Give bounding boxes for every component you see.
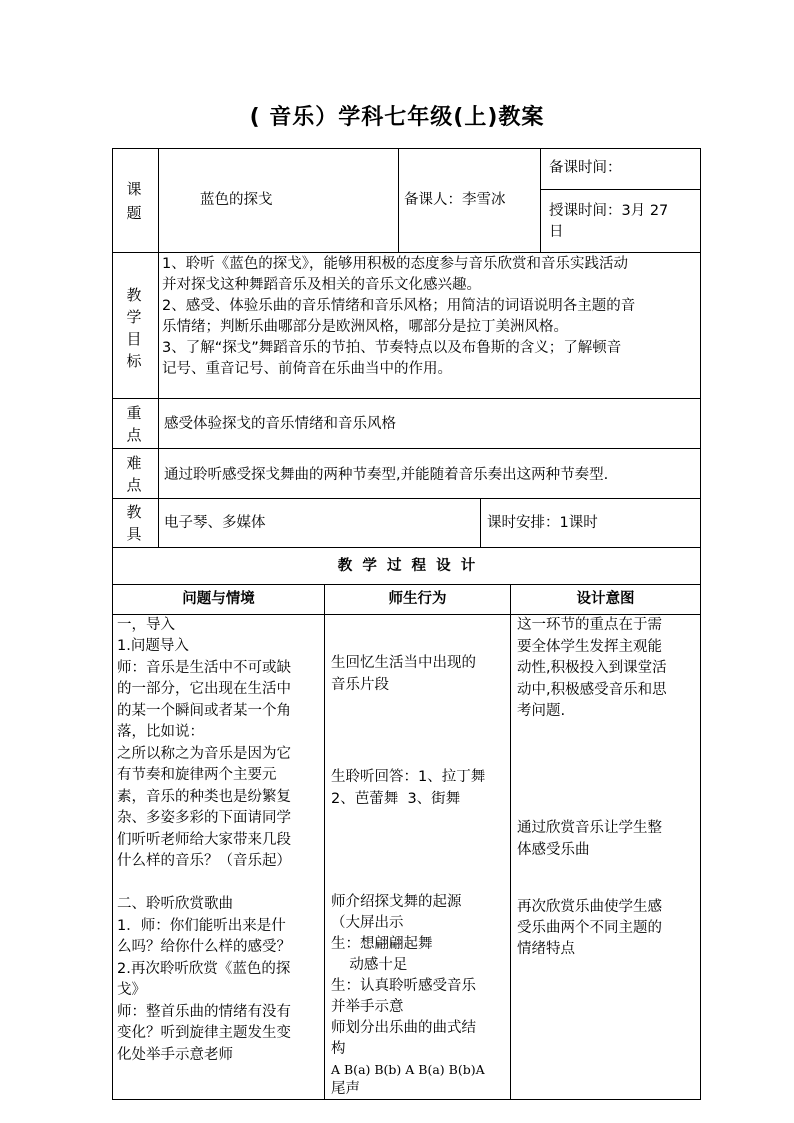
c1-line: 二、聆听欣赏歌曲	[117, 896, 233, 912]
difficulty-label-2: 点	[126, 476, 142, 494]
objective-line-3: 2、感受、体验乐曲的音乐情绪和音乐风格；用简洁的词语说明各主题的音	[162, 298, 636, 314]
c2-line: 生聆听回答：1、拉丁舞	[331, 769, 486, 785]
schedule-text: 课时安排：1课时	[487, 515, 598, 531]
difficulty-label-1: 难	[126, 454, 142, 472]
c2-line: A B(a) B(b) A B(a) B(b)A	[331, 1062, 485, 1077]
c2-line: 音乐片段	[331, 677, 389, 693]
c3-line: 体感受乐曲	[517, 842, 590, 858]
tools-label-1: 教	[126, 503, 142, 521]
c1-line: 2.再次聆听欣赏《蓝色的探	[117, 961, 291, 977]
key-point-label-1: 重	[126, 404, 142, 422]
c1-line: 之所以称之为音乐是因为它	[117, 746, 291, 762]
c2-line: 尾声	[331, 1081, 360, 1097]
c3-line: 这一环节的重点在于需	[517, 617, 662, 633]
key-point-label-2: 点	[126, 426, 142, 444]
c1-line: 素，音乐的种类也是纷繁复	[117, 789, 291, 805]
objective-line-6: 记号、重音记号、前倚音在乐曲当中的作用。	[162, 361, 452, 377]
c1-line: 们听听老师给大家带来几段	[117, 832, 291, 848]
c3-line: 受乐曲两个不同主题的	[517, 920, 662, 936]
c2-line: 生：认真聆听感受音乐	[331, 978, 476, 994]
objective-line-4: 乐情绪；判断乐曲哪部分是欧洲风格，哪部分是拉丁美洲风格。	[162, 319, 568, 335]
c3-line: 要全体学生发挥主观能	[517, 639, 662, 655]
c1-line: 变化？听到旋律主题发生变	[117, 1025, 291, 1041]
c1-line: 师：音乐是生活中不可或缺	[117, 660, 291, 676]
c2-line: 生：想翩翩起舞	[331, 936, 433, 952]
c2-line: 师划分出乐曲的曲式结	[331, 1020, 476, 1036]
c2-line: 并举手示意	[331, 999, 404, 1015]
c1-line: 落，比如说：	[117, 724, 204, 740]
c2-line: 动感十足	[331, 957, 408, 973]
c2-line: 2、芭蕾舞 3、街舞	[331, 791, 461, 807]
c1-line: 戈》	[117, 982, 146, 998]
c3-line: 动中,积极感受音乐和思	[517, 682, 667, 698]
c1-line: 师：整首乐曲的情绪有没有	[117, 1004, 291, 1020]
c2-line: 生回忆生活当中出现的	[331, 655, 476, 671]
c2-line: 构	[331, 1041, 346, 1057]
c3-line: 动性,积极投入到课堂活	[517, 660, 667, 676]
teach-time-line2: 日	[549, 224, 564, 240]
c1-line: 杂、多姿多彩的下面请同学	[117, 810, 291, 826]
objectives-label-3: 目	[126, 330, 142, 348]
c3-line: 情绪特点	[517, 941, 575, 957]
c1-line: 的一部分，它出现在生活中	[117, 681, 291, 697]
c3-line: 考问题.	[517, 703, 566, 719]
c1-line: 一，导入	[117, 617, 175, 633]
process-title: 教 学 过 程 设 计	[337, 558, 476, 574]
page-title: ( 音乐）学科七年级(上)教案	[249, 105, 545, 130]
col-header-3: 设计意图	[576, 591, 635, 607]
lesson-label-1: 课	[126, 180, 142, 198]
c1-line: 1.问题导入	[117, 638, 189, 654]
difficulty-text: 通过聆听感受探戈舞曲的两种节奏型,并能随着音乐奏出这两种节奏型.	[164, 467, 609, 483]
c1-line: 什么样的音乐？（音乐起）	[117, 853, 291, 869]
teach-time-line1: 授课时间：3月 27	[549, 203, 669, 219]
col-header-1: 问题与情境	[182, 591, 255, 607]
c1-line: 1．师：你们能听出来是什	[117, 918, 286, 934]
objectives-label-1: 教	[126, 286, 142, 304]
tools-label-2: 具	[126, 525, 142, 543]
lesson-label-cell	[112, 148, 159, 253]
objective-line-1: 1、聆听《蓝色的探戈》，能够用积极的态度参与音乐欣赏和音乐实践活动	[162, 256, 628, 272]
objective-line-5: 3、了解“探戈”舞蹈音乐的节拍、节奏特点以及布鲁斯的含义；了解顿音	[162, 340, 622, 356]
lesson-title-cell	[158, 148, 399, 253]
objective-line-2: 并对探戈这种舞蹈音乐及相关的音乐文化感兴趣。	[162, 277, 481, 293]
c1-line: 的某一个瞬间或者某一个角	[117, 703, 291, 719]
objectives-label-2: 学	[126, 308, 142, 326]
lesson-title: 蓝色的探戈	[200, 192, 273, 208]
lesson-label-2: 题	[126, 204, 142, 222]
c3-line: 再次欣赏乐曲使学生感	[517, 899, 662, 915]
c2-line: （大屏出示	[331, 915, 404, 931]
c1-line: 化处举手示意老师	[117, 1047, 233, 1063]
preparer: 备课人：李雪冰	[404, 192, 506, 208]
col-header-2: 师生行为	[388, 591, 447, 607]
key-point-text: 感受体验探戈的音乐情绪和音乐风格	[164, 416, 396, 432]
c1-line: 么吗？给你什么样的感受？	[117, 939, 291, 955]
c3-line: 通过欣赏音乐让学生整	[517, 820, 662, 836]
objectives-label-4: 标	[126, 352, 142, 370]
prep-time-label: 备课时间：	[549, 160, 622, 176]
tools-text: 电子琴、多媒体	[164, 515, 266, 531]
c1-line: 有节奏和旋律两个主要元	[117, 767, 277, 783]
c2-line: 师介绍探戈舞的起源	[331, 894, 462, 910]
